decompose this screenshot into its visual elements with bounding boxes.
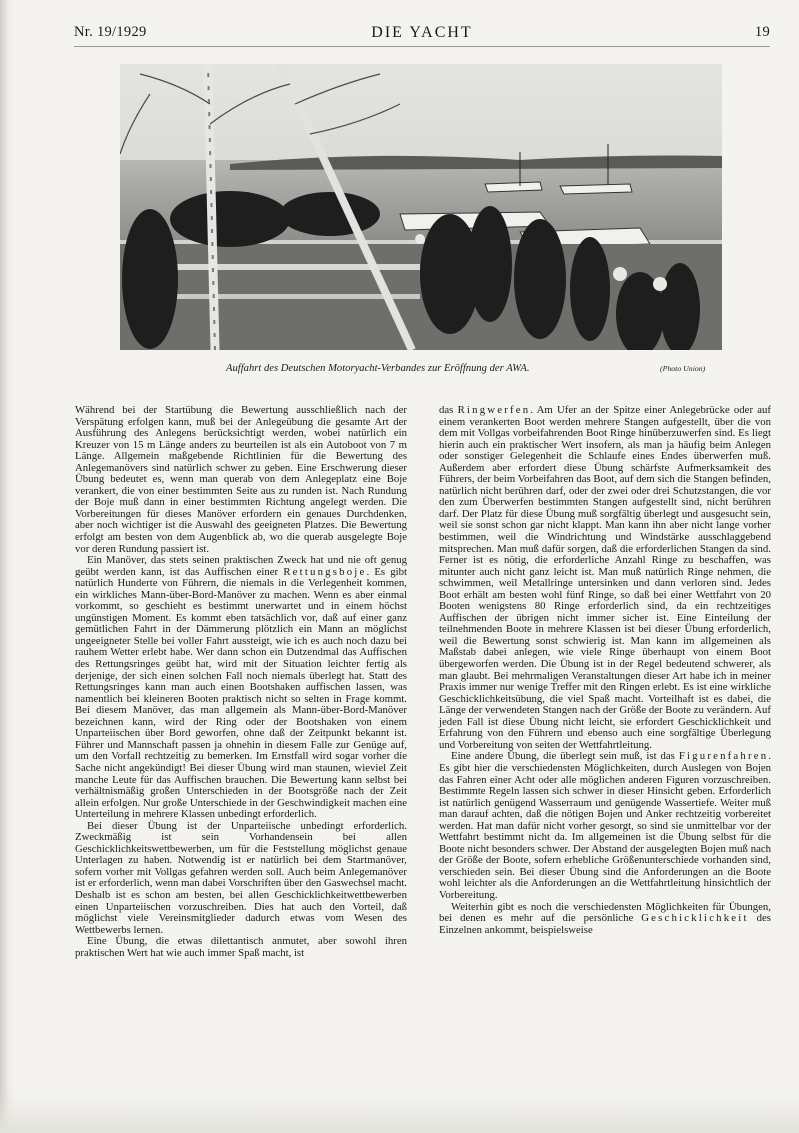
figure-caption: Auffahrt des Deutschen Motoryacht-Verbandes zur Eröffnung der AWA. bbox=[226, 363, 530, 374]
harbor-photo bbox=[120, 64, 722, 350]
issue-number: Nr. 19/1929 bbox=[74, 24, 147, 40]
paragraph: Bei dieser Übung ist der Unparteiische unbedingt erforderlich. Zweckmäßig ist sein Vorhandensein bei allen Geschicklichkeitswettbewerben, um für die Feststellung möglichst genaue Unterlagen zu haben. Notwendig ist er natürlich bei dem Startmanöver, sofern vorher mit Vollgas gefahren werden soll. Auch beim Anlegemanöver ist er erforderlich, wenn man dabei Vorschriften über den Gaswechsel macht. Deshalb ist es schon am besten, bei allen Geschicklichkeitwettbewerben einen Unparteiischen vorzuschreiben. Dies hat auch den Vorteil, daß möglichst viele Vereinsmitglieder dadurch etwas vom Wesen des Wettbewerbs lernen. bbox=[75, 819, 407, 936]
page-edge bbox=[0, 1093, 799, 1133]
paragraph: das Ringwerfen. Am Ufer an der Spitze einer Anlegebrücke oder auf einem verankerten Boot werden mehrere Stangen aufgestellt, über die von dem mit Vollgas vorbeifahrenden Boot Ringe hinüberzuwerfen sind. Es liegt hierin auch ein praktischer Wert insofern, als man ja häufig beim Anlegen oder sonstiger Gelegenheit die Schlaufe eines Endes überwerfen muß. Außerdem aber erfordert diese Übung schärfste Aufmerksamkeit des Führers, der beim Vorbeifahren das Boot, auf dem sich die Stangen befinden, natürlich nicht berühren darf, oder der zwei oder drei Schutzstangen, die vor den zum Überwerfen bestimmten Stangen aufgestellt sind, nicht berühren darf. Der Platz für diese Übung muß sorgfältig überlegt und ausgesucht sein, weil sie sonst schon gar nicht klappt. Man kann ihn aber nicht lange vorher bestimmen, weil die Windrichtung und Windstärke ausschlaggebend mitsprechen. Man muß dafür sorgen, daß die erforderlichen Stangen da sind. Ferner ist es nötig, die erforderliche Anzahl Ringe zu beschaffen, was mitunter auch nicht ganz leicht ist. Man muß natürlich Ringe nehmen, die schwimmen, weil Metallringe untersinken und dann verloren sind. Jedes Boot erhält am besten wohl fünf Ringe, so daß bei einer Wettfahrt von 20 Booten wenigstens 80 Ringe erforderlich sind, da ein rechtzeitiges Auffischen der übrigen nicht immer sicher ist. Eine Einteilung der teilnehmenden Boote in mehrere Klassen ist bei dieser Übung erforderlich, weil die Bewertung sonst schwierig ist. Man kann im allgemeinen als Maßstab dabei anlegen, wie viele Ringe überhaupt von einem Boot übergeworfen werden. Die Übung ist in der Regel bedeutend schwerer, als man glaubt. Bei mehrmaligen Veranstaltungen dieser Art habe ich in meiner Praxis immer nur wenige Treffer mit den Ringen erlebt. Es ist eine wirkliche Geschicklichkeitsübung, die viel Spaß macht. Vorteilhaft ist es dabei, die Länge der verwendeten Stangen nach der Größe der Boote zu verändern. Auf jeden Fall ist diese Übung nicht leicht, sie erfordert Geschicklichkeit und Erfahrung von den Führern und ebenso auch eine sorgfältige Überlegung und Vorbereitung von seiten der Wettfahrtleitung. bbox=[439, 404, 771, 751]
emphasized-term: Figurenfahren bbox=[678, 750, 769, 763]
emphasized-term: Geschicklichkeit bbox=[641, 912, 749, 925]
text-column-right bbox=[439, 405, 771, 936]
paragraph: Eine Übung, die etwas dilettantisch anmutet, aber sowohl ihren praktischen Wert hat wie auch immer Spaß macht, ist bbox=[75, 935, 407, 959]
paragraph: Ein Manöver, das stets seinen praktischen Zweck hat und nie oft genug geübt werden kann, ist das Auffischen einer Rettungsboje. Es gibt natürlich Hunderte von Führern, die niemals in die Verlegenheit kommen, ein wirkliches Mann-über-Bord-Manöver zu machen. Wenn es aber einmal vorkommt, so geschieht es bestimmt unerwartet und in einem höchst ungünstigen Moment. Es kommt eben tatsächlich vor, daß auf einer ganz gemütlichen Fahrt in der Dämmerung plötzlich ein Mann an möglichst ungeeigneter Stelle bei voller Fahrt aussteigt, wie ich es auch noch dazu bei rauhem Wetter erlebt habe. Wer dann schon ein Dutzendmal das Auffischen des Rettungsringes geübt hat, wird mit der Situation leichter fertig als derjenige, der sich einen solchen Fall noch niemals überlegt hat. Statt des Rettungsringes kann man auch einen Bootshaken auffischen lassen, was namentlich bei kleineren Booten praktisch nicht so selten in Frage kommt. Bei diesem Manöver, das man allgemein als Mann-über-Bord-Manöver bezeichnen kann, wird der Ring oder der Bootshaken von einem Unparteiischen über Bord geworfen, ohne daß der Zeitpunkt bekannt ist. Führer und Mannschaft passen ja ohnehin in diesem Falle zur Genüge auf, um den Vorfall rechtzeitig zu bemerken. Im Ernstfall wird sogar vorher die Sache nicht angekündigt! Bei dieser Übung wird man staunen, wieviel Zeit manche Leute für das Auffischen brauchen. Die Bewertung kann selbst bei verhältnismäßig großen Unterschieden in der Bootsgröße nach der Zeit allein erfolgen. Nur große Unterschiede in der Geschwindigkeit machen eine Unterteilung in mehrere Klassen unbedingt erforderlich. bbox=[75, 554, 407, 821]
page-number: 19 bbox=[754, 24, 770, 40]
emphasized-term: Ringwerfen bbox=[457, 404, 531, 416]
binding-shadow bbox=[0, 0, 14, 1133]
paragraph: Während bei der Startübung die Bewertung ausschließlich nach der Verspätung erfolgen kann, muß bei der Anlegeübung die gesamte Art der Ausführung des Anlegens berücksichtigt werden, wobei natürlich ein Kreuzer von 15 m Länge anders zu beurteilen ist als ein Autoboot von 7 m Länge. Allgemein maßgebende Richtlinien für die Bewertung des Anlegemanövers sind natürlich schwer zu geben. Eine Erschwerung dieser Übung bedeutet es, wenn man querab von dem Anlegeplatz eine Boje verankert, die von einer bestimmten Seite aus zu runden ist. Nach Rundung der Boje muß dann in einer bestimmten Richtung angelegt werden. Die Vorbereitungen für dieses Manöver erfordern ein genaues Durchdenken, aber noch wichtiger ist die Auswahl des geeigneten Platzes. Die Bewertung erfolgt am besten von dem Augenblick ab, wo die querab ausgelegte Boje vor deren Rundung passiert ist. bbox=[75, 404, 407, 555]
paragraph: Weiterhin gibt es noch die verschiedensten Möglichkeiten für Übungen, bei denen es mehr auf die persönliche Geschicklichkeit des Einzelnen ankommt, beispielsweise bbox=[439, 900, 771, 936]
text-column-left bbox=[75, 405, 407, 959]
photo-credit: (Photo Union) bbox=[660, 364, 706, 373]
paragraph: Eine andere Übung, die überlegt sein muß, ist das Figurenfahren. Es gibt hier die verschiedensten Möglichkeiten, durch Auslegen von Bojen das Fahren einer Acht oder alle möglichen anderen Figuren vorzuschreiben. Bestimmte Regeln lassen sich schwer in dieser Hinsicht geben. Erforderlich ist natürlich genügend Wasserraum und genügende Wassertiefe. Weiter muß man darauf achten, daß die nötigen Bojen und Anker rechtzeitig vorbereitet werden. Hat man dafür nicht vorher gesorgt, so sind sie unmittelbar vor der Wettfahrt bestimmt nicht da. Im allgemeinen ist die Übung selbst für die Boote nicht besonders schwer. Der Abstand der ausgelegten Bojen muß nach der Größe der Boote, sofern erhebliche Größenunterschiede vorhanden sind, verschieden sein. Bei dieser Übung sind die Anforderungen an die Boote wohl leichter als die Anforderungen an die Wettfahrtleitung hinsichtlich der Vorbereitung. bbox=[439, 750, 771, 901]
emphasized-term: Rettungsboje bbox=[283, 565, 367, 578]
page-header bbox=[74, 24, 770, 44]
header-rule bbox=[74, 46, 770, 47]
magazine-title: DIE YACHT bbox=[371, 24, 473, 41]
